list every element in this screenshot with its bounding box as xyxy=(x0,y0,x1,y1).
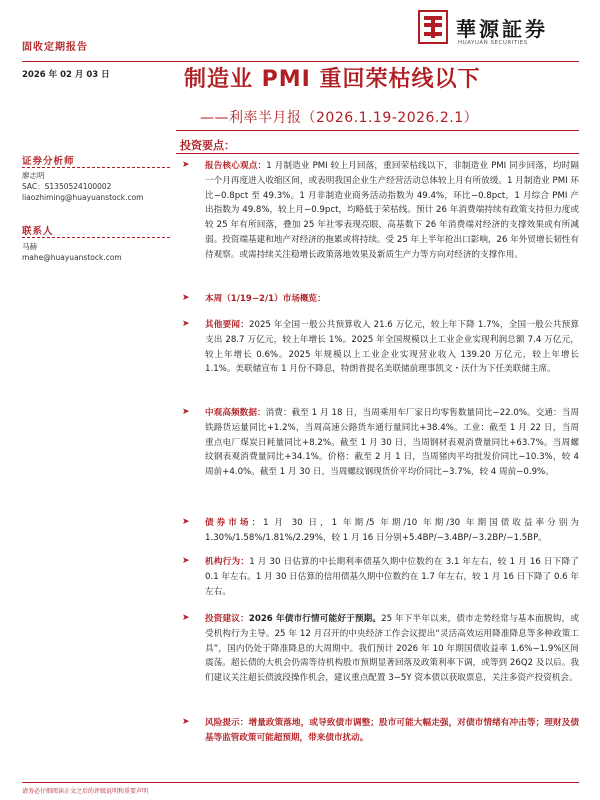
report-title: 制造业 PMI 重回荣枯线以下 xyxy=(184,67,481,92)
arrow-bullet-icon: ➤ xyxy=(182,556,190,566)
footer-divider xyxy=(22,782,579,783)
arrow-bullet-icon: ➤ xyxy=(182,517,190,527)
contact-name: 马赫 xyxy=(22,242,37,251)
report-subtitle: ——利率半月报（2026.1.19-2026.2.1） xyxy=(200,110,479,126)
brand-name-en: HUAYUAN SECURITIES xyxy=(458,40,528,46)
bullet-bond-market: ➤ 债券市场：1 月 30 日，1 年期/5 年期/10 年期/30 年期国债收益率分别为 1.30%/1.58%/1.81%/2.29%，较 1 月 16 日分别+5.4BP/−3.4BP/−3.2BP/−1.5BP。 xyxy=(182,517,579,543)
contact-label: 联系人 xyxy=(22,226,54,237)
bullet-core-view: ➤ 报告核心观点：1 月制造业 PMI 较上月回落，重回荣枯线以下，非制造业 PMI 同步回落，均时隔一个月再度进入收缩区间，或表明我国企业生产经营活动总体较上月有所放缓。1 月制造业 PMI 环比−0.8pct 至 49.3%。1 月非制造业商务活动指数为 49.4%，环比−0.8pct，1 月综合 PMI 产出指数为 49.8%，较上月−0.9pct，均略低于荣枯线。预计 26 年消费端持续有政策支持但力度或较 25 年有所回落，叠加 25 年社零表现亮眼，高基数下 26 年消费端对经济的支撑效果或有所减弱。投资端基建和地产对经济的拖累或将持续。受 25 年上半年抢出口影响，26 年外贸增长韧性有待观察。或需持续关注稳增长政策落地效果及新质生产力等方向对经济的支撑作用。 xyxy=(182,160,579,260)
bullet-high-frequency-data: ➤ 中观高频数据：消费：截至 1 月 18 日，当周乘用车厂家日均零售数量同比−22.0%。交通：当周铁路货运量同比+1.2%，当周高速公路货车通行量同比+38.4%。工业：截至 1 月 22 日，当周重点电厂煤炭日耗量同比+8.2%。截至 1 月 30 日，当周钢材表观消费量同比+63.7%。当周螺纹钢表观消费量同比+34.1%。价格：截至 2 月 1 日，当周猪肉平均批发价同比−10.3%，较 4 周前+4.0%。截至 1 月 30 日，当周螺纹钢现货价平均价同比−3.7%，较 4 周前−0.9%。 xyxy=(182,407,579,478)
arrow-bullet-icon: ➤ xyxy=(182,717,190,727)
investment-points-heading: 投资要点： xyxy=(180,139,235,152)
arrow-bullet-icon: ➤ xyxy=(182,319,190,329)
report-date: 2026 年 02 月 03 日 xyxy=(22,70,110,80)
contact-email[interactable]: mahe@huayuanstock.com xyxy=(22,253,122,262)
bullet-institution-behavior: ➤ 机构行为：1 月 30 日估算的中长期利率债基久期中位数约在 3.1 年左右，较 1 月 16 日下降了 0.1 年左右。1 月 30 日估算的信用债基久期中位数约在 1.7 年左右，较 1 月 16 日下降了 0.6 年左右。 xyxy=(182,556,579,597)
analyst-label: 证券分析师 xyxy=(22,156,75,167)
subtitle-divider xyxy=(176,130,579,131)
analyst-email[interactable]: liaozhiming@huayuanstock.com xyxy=(22,193,144,202)
arrow-bullet-icon: ➤ xyxy=(182,407,190,417)
analyst-sac: SAC：S1350524100002 xyxy=(22,182,112,191)
bullet-market-overview: ➤ 本周（1/19−2/1）市场概览： xyxy=(182,293,326,304)
contact-divider xyxy=(22,237,170,238)
bullet-investment-advice: ➤ 投资建议：2026 年债市行情可能好于预期。25 年下半年以来，债市走势经常与基本面脱钩，或受机构行为主导。25 年 12 月召开的中央经济工作会议提出“灵活高效运用降准降息等多种政策工具”，国内仍处于降准降息的大周期中。我们预计 2026 年 10 年期国债收益率 1.6%−1.9%区间震荡。超长债的大机会仍需等待机构股市预期显著回落及政策利率下调，或等到 26Q2 及以后。我们建议关注超长债波段操作机会，建议重点配置 3−5Y 资本债以获取票息，关注多资产投资机会。 xyxy=(182,613,579,684)
bullet-risk-warning: ➤ 风险提示：增量政策落地，或导致债市调整；股市可能大幅走强，对债市情绪有冲击等；理财及债基等监管政策可能超预期，带来债市扰动。 xyxy=(182,717,579,743)
analyst-name: 廖志明 xyxy=(22,171,45,180)
brand-name: 華源証券 xyxy=(456,17,548,41)
arrow-bullet-icon: ➤ xyxy=(182,293,190,303)
analyst-divider xyxy=(22,167,170,168)
report-type-label: 固收定期报告 xyxy=(22,42,88,53)
footer-disclaimer: 请务必仔细阅读正文之后的评级说明和重要声明 xyxy=(22,788,149,795)
bullet-other-news: ➤ 其他要闻：2025 年全国一般公共预算收入 21.6 万亿元，较上年下降 1.7%，全国一般公共预算支出 28.7 万亿元，较上年增长 1%。2025 年全国规模以上工业企业实现利润总额 7.4 万亿元，较上年增长 0.6%。2025 年规模以上工业企业实现营业收入 139.20 万亿元，较上年增长 1.1%。美联储宣布 1 月份不降息，特朗普提名美联储前理事凯文・沃什为下任美联储主席。 xyxy=(182,319,579,375)
huayuan-logo-icon xyxy=(418,10,448,44)
investment-points-divider xyxy=(176,153,579,154)
arrow-bullet-icon: ➤ xyxy=(182,160,190,170)
arrow-bullet-icon: ➤ xyxy=(182,613,190,623)
